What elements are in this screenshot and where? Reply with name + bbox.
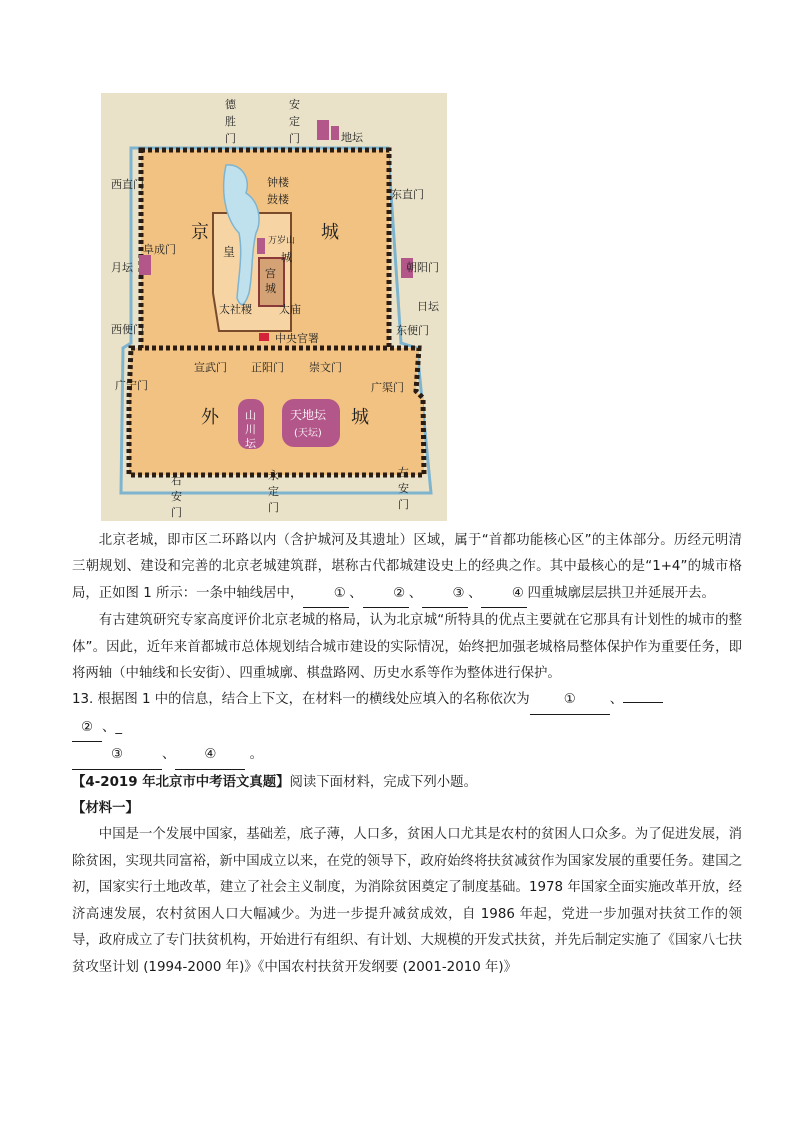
question-13: 13. 根据图 1 中的信息，结合上下文，在材料一的横线处应填入的名称依次为 ① 、 ② 、_ ③ 、 ④ 。 — [72, 687, 742, 769]
desheng-gate-2: 胜 — [225, 115, 236, 128]
yuetan-marker — [139, 255, 151, 275]
zhengyang-gate-label: 正阳门 — [251, 361, 284, 374]
palace-cheng-label: 城 — [265, 282, 276, 295]
map-figure — [101, 93, 447, 521]
tiandi-altar — [282, 399, 340, 447]
chaoyang-gate-label: 朝阳门 — [406, 261, 439, 274]
taimiao-label: 太庙 — [279, 303, 301, 316]
blank-4: ④ — [481, 581, 527, 608]
zhongyang-label: 中央官署 — [275, 332, 319, 345]
zuoan-gate-3: 门 — [398, 498, 409, 511]
youan-gate-1: 右 — [171, 474, 182, 487]
fucheng-gate-label: 阜成门 — [143, 243, 176, 256]
shanchuan-3: 坛 — [245, 437, 256, 450]
paragraph-3: 中国是一个发展中国家，基础差，底子薄，人口多，贫困人口尤其是农村的贫困人口众多。为了促进发展，消除贫困，实现共同富裕，新中国成立以来，在党的领导下，政府始终将扶贫减贫作为国家发展的重要任务。建国之初，国家实行土地改革，建立了社会主义制度，为消除贫困奠定了制度基础。1978 年国家全面实施改革开放，经济高速发展，农村贫困人口大幅减少。为进一步提升减贫成效，自 1986 年起，党进一步加强对扶贫工作的领导，政府成立了专门扶贫机构，开始进行有组织、有计划、大规模的开发式扶贫，并先后制定实施了《国家八七扶贫攻坚计划 (1994-2000 年)》《中国农村扶贫开发纲要 (2001-2010 年)》 — [72, 827, 742, 975]
anding-gate-2: 定 — [289, 115, 300, 128]
anding-gate-3: 门 — [289, 132, 300, 145]
material-heading: 【材料一】 — [72, 801, 139, 817]
tiandi-label: 天地坛 — [290, 408, 327, 422]
desheng-gate-1: 德 — [225, 98, 236, 111]
yongding-gate-2: 定 — [268, 485, 279, 498]
wansui-label: 万岁山 — [268, 236, 296, 246]
guangning-gate-label: 广宁门 — [115, 379, 148, 392]
jing-label: 京 — [191, 222, 209, 243]
q13-blank-2: ② — [72, 715, 102, 742]
desheng-gate-3: 门 — [225, 132, 236, 145]
zuoan-gate-2: 安 — [398, 482, 409, 495]
blank-1: ① — [303, 581, 349, 608]
zhonglou-label: 钟楼 — [267, 176, 289, 189]
yongding-gate-3: 门 — [268, 501, 279, 514]
dongzhi-gate-label: 东直门 — [391, 188, 424, 201]
guangqu-gate-label: 广渠门 — [371, 381, 404, 394]
ditan-label: 地坛 — [341, 131, 363, 144]
paragraph-1: 北京老城，即市区二环路以内（含护城河及其遗址）区域，属于“首都功能核心区”的主体部分。历经元明清三朝规划、建设和完善的北京老城建筑群，堪称古代都城建设史上的经典之作。其中最核心的是“1+4”的城市格局，正如图 1 所示：一条中轴线居中， ① 、 ② 、 ③ 、 ④ 四重城廓层层拱卫并延展开去。 — [72, 528, 742, 608]
dongbian-gate-label: 东便门 — [396, 324, 429, 337]
beijing-city-map — [101, 93, 447, 521]
q13-blank-3: ③ — [72, 742, 162, 769]
shanchuan-1: 山 — [245, 409, 256, 422]
ditan-marker — [317, 120, 329, 140]
xuanwu-gate-label: 宣武门 — [194, 361, 227, 374]
imperial-cheng-label: 城 — [281, 251, 292, 264]
youan-gate-3: 门 — [171, 506, 182, 519]
zuoan-gate-1: 左 — [398, 466, 409, 479]
blank-3: ③ — [422, 581, 468, 608]
wansui-hill-marker — [257, 238, 265, 254]
wai-label: 外 — [201, 407, 219, 428]
imperial-huang-label: 皇 — [223, 245, 236, 259]
outer-cheng-label: 城 — [351, 407, 369, 428]
xibian-gate-label: 西便门 — [111, 323, 144, 336]
section-header: 【4-2019 年北京市中考语文真题】阅读下面材料，完成下列小题。 — [72, 774, 477, 790]
gulou-label: 鼓楼 — [267, 193, 289, 206]
blank-2: ② — [363, 581, 409, 608]
youan-gate-2: 安 — [171, 490, 182, 503]
shanchuan-2: 川 — [245, 423, 256, 436]
q13-blank-4: ④ — [175, 742, 245, 769]
xizhi-gate-label: 西直门 — [111, 178, 144, 191]
inner-cheng-label: 城 — [321, 222, 339, 243]
document-body — [72, 528, 742, 981]
yuetan-label: 月坛 — [111, 261, 133, 274]
tiantan-label: (天坛) — [294, 428, 322, 439]
chongwen-gate-label: 崇文门 — [309, 361, 342, 374]
q13-blank-1: ① — [530, 687, 610, 714]
ritan-label: 日坛 — [417, 300, 439, 313]
paragraph-2: 有古建筑研究专家高度评价北京老城的格局，认为北京城“所特具的优点主要就在它那具有计划性的城市的整体”。因此，近年来首都城市总体规划结合城市建设的实际情况，始终把加强老城格局整体保护作为重要任务，即将两轴（中轴线和长安街）、四重城廓、棋盘路网、历史水系等作为整体进行保护。 — [72, 613, 742, 682]
anding-gate-1: 安 — [289, 98, 300, 111]
palace-gong-label: 宫 — [265, 267, 276, 280]
taishe-label: 太社稷 — [219, 303, 252, 316]
yongding-gate-1: 永 — [268, 469, 279, 482]
